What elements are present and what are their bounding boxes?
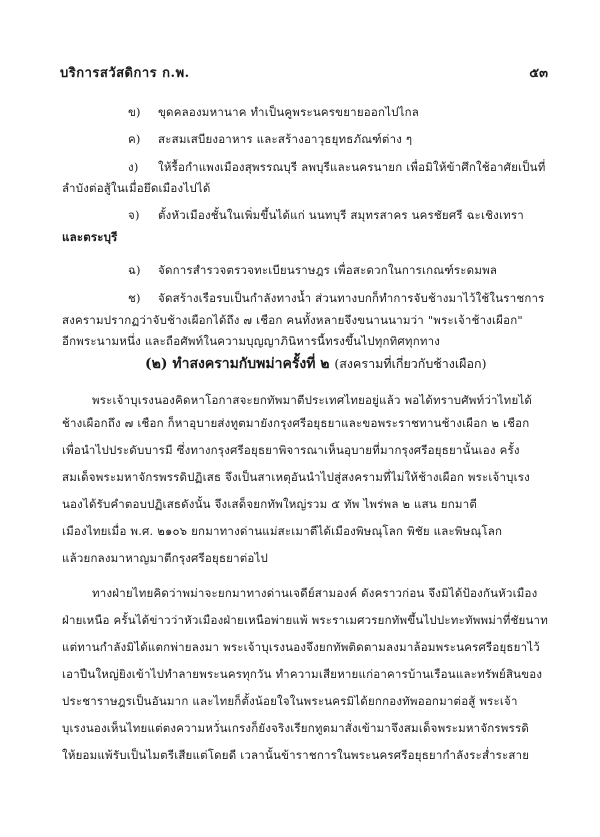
paragraph-line: ประชาราษฎรเป็นอันมาก และไทยก็ตั้งน้อยใจในพระนครมิได้ยกกองทัพออกมาต่อสู้ พระเจ้า (62, 694, 518, 708)
list-item-continuation: และตระบุรี (62, 230, 118, 244)
section-subtitle: (สงครามที่เกี่ยวกับช้างเผือก) (334, 356, 487, 371)
paragraph-line: เอาปืนใหญ่ยิงเข้าไปทำลายพระนครทุกวัน ทำความเสียหายแก่อาคารบ้านเรือนและทรัพย์สินของ (62, 667, 543, 681)
list-item-text: ตั้งหัวเมืองชั้นในเพิ่มขึ้นได้แก่ นนทบุรี สมุทรสาคร นครชัยศรี ฉะเชิงเทรา (158, 208, 524, 222)
paragraph-line: แล้วยกลงมาหาญมาตีกรุงศรีอยุธยาต่อไป (62, 551, 269, 565)
list-item-mark: ฉ) (128, 263, 141, 277)
section-heading (145, 353, 486, 375)
list-item-continuation: อีกพระนามหนึ่ง และถือศัพท์ในความบุญญาภินิหารนี้ทรงขึ้นไปทุกทิศทุกทาง (62, 334, 441, 348)
paragraph-line: ทางฝ่ายไทยคิดว่าพม่าจะยกมาทางด่านเจดีย์สามองค์ ดังคราวก่อน จึงมิได้ป้องกันหัวเมือง (92, 586, 538, 600)
list-item-text: จัดสร้างเรือรบเป็นกำลังทางน้ำ ส่วนทางบกก็ทำการจับช้างมาไว้ใช้ในราชการ (158, 291, 545, 305)
list-item-mark: ข) (128, 105, 141, 119)
list-item-text: สะสมเสบียงอาหาร และสร้างอาวุธยุทธภัณฑ์ต่าง ๆ (158, 132, 413, 146)
list-item-text: ให้รื้อกำแพงเมืองสุพรรณบุรี ลพบุรีและนครนายก เพื่อมิให้ข้าศึกใช้อาศัยเป็นที่ (158, 160, 546, 174)
paragraph-line: นองได้รับคำตอบปฏิเสธดังนั้น จึงเสด็จยกทัพใหญ่รวม ๕ ทัพ ไพร่พล ๒ แสน ยกมาตี (62, 497, 478, 511)
list-item-mark: ช) (128, 291, 141, 305)
paragraph-line: บุเรงนองเห็นไทยแต่ตงความหวั่นเกรงก็ยังจริงเรียกทูตมาสั่งเข้ามาจึงสมเด็จพระมหาจักรพรรดิ (62, 721, 530, 735)
paragraph-line: ช้างเผือกถึง ๗ เชือก ก็หาอุบายส่งทูตมายังกรุงศรีอยุธยาและขอพระราชทานช้างเผือก ๒ เชือก (62, 416, 530, 430)
list-item-continuation: ลำบังต่อสู้ในเมื่อยึดเมืองไปได้ (62, 181, 211, 195)
list-item-mark: ง) (128, 160, 139, 174)
paragraph-line: เพื่อนำไปประดับบารมี ซึ่งทางกรุงศรีอยุธยาพิจารณาเห็นอุบายที่มากรุงศรีอยุธยานั้นเอง ครั้ง (62, 443, 520, 457)
section-title: ทำสงครามกับพม่าครั้งที่ ๒ (172, 356, 330, 372)
running-header: บริการสวัสดิการ ก.พ. (60, 66, 190, 81)
paragraph-line: สมเด็จพระมหาจักรพรรดิปฏิเสธ จึงเป็นสาเหตุอันนำไปสู่สงครามที่ไม่ให้ช้างเผือก พระเจ้าบุเรง (62, 470, 530, 484)
list-item-mark: จ) (128, 208, 140, 222)
paragraph-line: ฝ่ายเหนือ ครั้นได้ข่าวว่าหัวเมืองฝ่ายเหนือพ่ายแพ้ พระราเมศวรยกทัพขึ้นไปปะทะทัพพม่าที่ชัยนาท (62, 613, 548, 627)
paragraph-line: ให้ยอมแพ้รับเป็นไมตรีเสียแต่โดยดี เวลานั้นข้าราชการในพระนครศรีอยุธยากำลังระส่ำระสาย (62, 748, 530, 762)
list-item-continuation: สงครามปรากฏว่าจับช้างเผือกได้ถึง ๗ เชือก คนทั้งหลายจึงขนานนามว่า "พระเจ้าช้างเผือก" (62, 313, 523, 327)
list-item-text: ขุดคลองมหานาค ทำเป็นคูพระนครขยายออกไปไกล (158, 105, 420, 119)
paragraph-line: พระเจ้าบุเรงนองคิดหาโอกาสจะยกทัพมาตีประเทศไทยอยู่แล้ว พอได้ทราบศัพท์ว่าไทยได้ (92, 393, 533, 407)
list-item-text: จัดการสำรวจตรวจทะเบียนราษฎร เพื่อสะดวกในการเกณฑ์ระดมพล (158, 263, 498, 277)
paragraph-line: เมืองไทยเมื่อ พ.ศ. ๒๑๐๖ ยกมาทางด่านแม่สะเมาตีได้เมืองพิษณุโลก พิชัย และพิษณุโลก (62, 524, 503, 538)
section-number: (๒) (145, 356, 168, 372)
page-number: ๕๓ (529, 66, 548, 81)
paragraph-line: แต่ทานกำลังมิได้แตกพ่ายลงมา พระเจ้าบุเรงนองจึงยกทัพติดตามลงมาล้อมพระนครศรีอยุธยาไว้ (62, 640, 540, 654)
list-item-mark: ค) (128, 132, 141, 146)
